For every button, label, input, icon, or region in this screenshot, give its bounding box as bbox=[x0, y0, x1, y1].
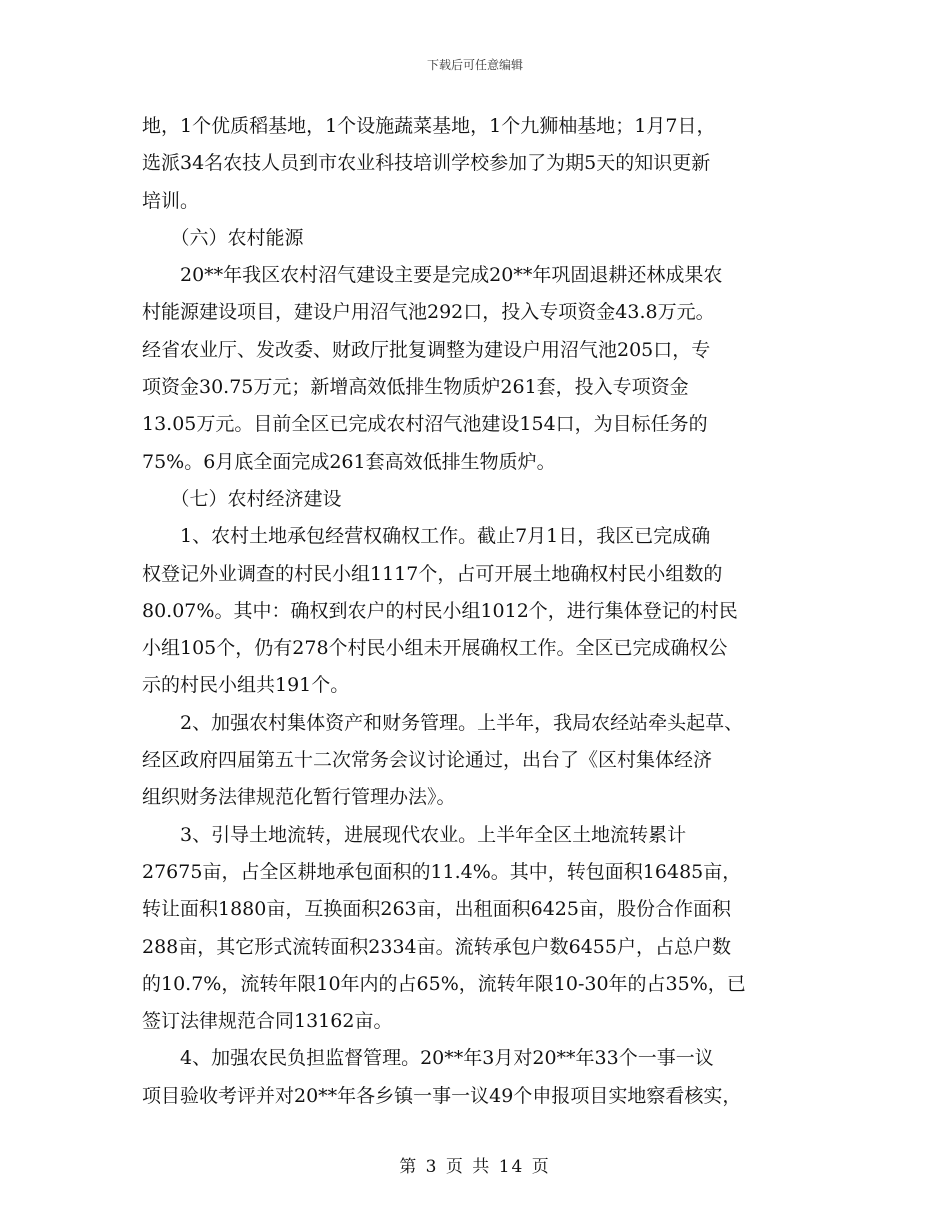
text-line: 2、加强农村集体资产和财务管理。上半年，我局农经站牵头起草、 bbox=[142, 711, 744, 734]
page-footer: 第 3 页 共 14 页 bbox=[399, 1157, 551, 1177]
text-line: 选派34名农技人员到市农业科技培训学校参加了为期5天的知识更新 bbox=[142, 152, 711, 175]
text-line: 经区政府四届第五十二次常务会议讨论通过，出台了《区村集体经济 bbox=[142, 749, 713, 772]
text-line: （六）农村能源 bbox=[142, 226, 304, 249]
text-line: 权登记外业调查的村民小组1117个，占可开展土地确权村民小组数的 bbox=[142, 562, 723, 585]
text-line: 项资金30.75万元；新增高效低排生物质炉261套，投入专项资金 bbox=[142, 376, 689, 399]
text-line: 经省农业厅、发改委、财政厅批复调整为建设户用沼气池205口，专 bbox=[142, 338, 711, 361]
page-header: 下载后可任意编辑 bbox=[426, 58, 523, 72]
text-line: 地，1个优质稻基地，1个设施蔬菜基地，1个九狮柚基地；1月7日， bbox=[142, 115, 716, 137]
text-line: 3、引导土地流转，进展现代农业。上半年全区土地流转累计 bbox=[142, 823, 687, 846]
text-line: 项目验收考评并对20**年各乡镇一事一议49个申报项目实地察看核实， bbox=[142, 1084, 742, 1107]
text-line: 75%。6月底全面完成261套高效低排生物质炉。 bbox=[142, 450, 556, 473]
text-line: 转让面积1880亩，互换面积263亩，出租面积6425亩，股份合作面积 bbox=[142, 898, 731, 921]
text-line: 的10.7%，流转年限10年内的占65%，流转年限10-30年的占35%，已 bbox=[142, 972, 746, 995]
text-line: 4、加强农民负担监督管理。20**年3月对20**年33个一事一议 bbox=[142, 1047, 714, 1070]
text-line: 27675亩，占全区耕地承包面积的11.4%。其中，转包面积16485亩， bbox=[142, 860, 742, 883]
text-line: 80.07%。其中：确权到农户的村民小组1012个，进行集体登记的村民 bbox=[142, 599, 738, 622]
text-line: 小组105个，仍有278个村民小组未开展确权工作。全区已完成确权公 bbox=[142, 637, 728, 660]
text-line: 288亩，其它形式流转面积2334亩。流转承包户数6455户，占总户数 bbox=[142, 935, 731, 958]
text-line: 1、农村土地承包经营权确权工作。截止7月1日，我区已完成确 bbox=[142, 525, 711, 548]
text-line: 签订法律规范合同13162亩。 bbox=[142, 1010, 393, 1033]
body-text bbox=[142, 108, 814, 1115]
text-line: 20**年我区农村沼气建设主要是完成20**年巩固退耕还林成果农 bbox=[142, 264, 723, 287]
text-line: （七）农村经济建设 bbox=[142, 487, 342, 510]
text-line: 示的村民小组共191个。 bbox=[142, 674, 350, 697]
text-line: 组织财务法律规范化暂行管理办法》。 bbox=[142, 786, 456, 809]
text-line: 培训。 bbox=[142, 189, 200, 212]
text-line: 13.05万元。目前全区已完成农村沼气池建设154口，为目标任务的 bbox=[142, 413, 708, 436]
text-line: 村能源建设项目，建设户用沼气池292口，投入专项资金43.8万元。 bbox=[142, 301, 715, 324]
